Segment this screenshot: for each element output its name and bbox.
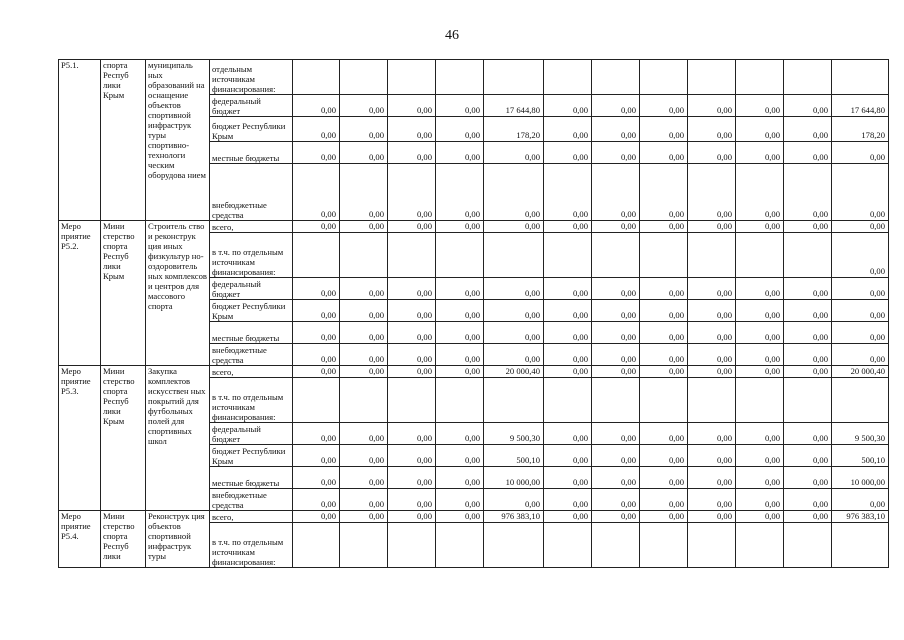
funding-source-cell: в т.ч. по отдельным источникам финансирования:	[210, 523, 293, 568]
funding-source-cell: федеральный бюджет	[210, 95, 293, 117]
amount-cell: 0,00	[388, 344, 436, 366]
amount-cell: 0,00	[293, 423, 340, 445]
amount-cell: 0,00	[388, 423, 436, 445]
amount-cell: 0,00	[832, 322, 889, 344]
amount-cell: 0,00	[340, 489, 388, 511]
amount-cell	[592, 60, 640, 95]
event-code-cell: Р5.1.	[59, 60, 101, 221]
amount-cell	[784, 523, 832, 568]
budget-table	[58, 59, 889, 568]
amount-cell: 0,00	[592, 489, 640, 511]
amount-cell: 0,00	[784, 142, 832, 164]
amount-cell: 0,00	[640, 344, 688, 366]
amount-cell: 0,00	[544, 221, 592, 233]
amount-cell: 0,00	[484, 142, 544, 164]
amount-cell	[484, 378, 544, 423]
amount-cell: 0,00	[388, 300, 436, 322]
amount-cell: 0,00	[484, 221, 544, 233]
amount-cell: 0,00	[784, 445, 832, 467]
amount-cell	[592, 378, 640, 423]
table-row	[59, 221, 889, 233]
amount-cell: 0,00	[640, 221, 688, 233]
amount-cell: 0,00	[544, 489, 592, 511]
amount-cell: 0,00	[688, 164, 736, 221]
amount-cell: 0,00	[592, 445, 640, 467]
amount-cell: 0,00	[736, 278, 784, 300]
amount-cell: 0,00	[436, 278, 484, 300]
amount-cell: 0,00	[640, 142, 688, 164]
amount-cell	[592, 233, 640, 278]
amount-cell	[340, 523, 388, 568]
amount-cell: 0,00	[388, 322, 436, 344]
amount-cell: 0,00	[388, 278, 436, 300]
amount-cell: 178,20	[832, 117, 889, 142]
amount-cell: 0,00	[544, 164, 592, 221]
amount-cell	[293, 233, 340, 278]
amount-cell: 0,00	[688, 344, 736, 366]
amount-cell: 0,00	[784, 344, 832, 366]
event-name-cell: Реконструк ция объектов спортивной инфраструк туры	[146, 511, 210, 568]
amount-cell: 0,00	[293, 445, 340, 467]
executor-cell: Мини стерство спорта Респуб лики Крым	[101, 221, 146, 366]
executor-cell: Мини стерство спорта Респуб лики Крым	[101, 366, 146, 511]
amount-cell: 0,00	[293, 300, 340, 322]
event-name-cell: муниципаль ных образований на оснащение объектов спортивной инфраструк туры спортивно-технологи ческим оборудова нием	[146, 60, 210, 221]
event-name-cell: Строитель ство и реконструк ция иных физкультур но-оздоровитель ных комплексов и центров для массового спорта	[146, 221, 210, 366]
funding-source-cell: местные бюджеты	[210, 322, 293, 344]
amount-cell: 0,00	[436, 117, 484, 142]
amount-cell: 0,00	[832, 221, 889, 233]
amount-cell	[640, 523, 688, 568]
amount-cell: 0,00	[388, 366, 436, 378]
amount-cell: 0,00	[544, 511, 592, 523]
amount-cell	[688, 523, 736, 568]
amount-cell: 0,00	[832, 233, 889, 278]
amount-cell	[784, 378, 832, 423]
amount-cell: 0,00	[293, 95, 340, 117]
amount-cell: 0,00	[784, 423, 832, 445]
amount-cell	[544, 60, 592, 95]
amount-cell: 0,00	[436, 164, 484, 221]
amount-cell	[436, 233, 484, 278]
amount-cell	[293, 523, 340, 568]
amount-cell: 0,00	[340, 322, 388, 344]
amount-cell: 0,00	[736, 423, 784, 445]
amount-cell	[484, 233, 544, 278]
funding-source-cell: отдельным источникам финансирования:	[210, 60, 293, 95]
amount-cell: 976 383,10	[832, 511, 889, 523]
amount-cell	[736, 378, 784, 423]
funding-source-cell: федеральный бюджет	[210, 423, 293, 445]
amount-cell: 0,00	[832, 278, 889, 300]
amount-cell: 0,00	[293, 344, 340, 366]
amount-cell: 0,00	[293, 117, 340, 142]
amount-cell: 0,00	[736, 467, 784, 489]
funding-source-cell: местные бюджеты	[210, 467, 293, 489]
amount-cell: 0,00	[388, 95, 436, 117]
amount-cell	[736, 523, 784, 568]
funding-source-cell: всего,	[210, 511, 293, 523]
table-row	[59, 366, 889, 378]
amount-cell: 0,00	[340, 221, 388, 233]
amount-cell: 0,00	[544, 142, 592, 164]
amount-cell	[388, 378, 436, 423]
amount-cell: 0,00	[784, 511, 832, 523]
amount-cell: 0,00	[688, 467, 736, 489]
amount-cell	[436, 378, 484, 423]
amount-cell: 0,00	[436, 423, 484, 445]
amount-cell: 9 500,30	[832, 423, 889, 445]
amount-cell: 0,00	[436, 322, 484, 344]
amount-cell: 0,00	[436, 445, 484, 467]
amount-cell: 0,00	[736, 117, 784, 142]
amount-cell	[544, 233, 592, 278]
amount-cell: 0,00	[592, 423, 640, 445]
amount-cell	[484, 60, 544, 95]
amount-cell: 0,00	[544, 300, 592, 322]
amount-cell: 0,00	[592, 142, 640, 164]
amount-cell	[688, 378, 736, 423]
amount-cell: 17 644,80	[484, 95, 544, 117]
amount-cell	[688, 60, 736, 95]
funding-source-cell: всего,	[210, 366, 293, 378]
amount-cell	[544, 378, 592, 423]
amount-cell: 0,00	[544, 278, 592, 300]
amount-cell: 0,00	[736, 164, 784, 221]
amount-cell: 0,00	[293, 489, 340, 511]
amount-cell: 0,00	[688, 142, 736, 164]
amount-cell: 0,00	[340, 117, 388, 142]
amount-cell	[832, 60, 889, 95]
amount-cell: 500,10	[832, 445, 889, 467]
funding-source-cell: в т.ч. по отдельным источникам финансирования:	[210, 233, 293, 278]
amount-cell: 0,00	[340, 511, 388, 523]
amount-cell: 0,00	[544, 467, 592, 489]
amount-cell: 0,00	[293, 366, 340, 378]
amount-cell: 0,00	[484, 300, 544, 322]
amount-cell: 0,00	[832, 489, 889, 511]
table-row	[59, 511, 889, 523]
amount-cell: 0,00	[544, 117, 592, 142]
amount-cell: 0,00	[436, 366, 484, 378]
amount-cell: 0,00	[784, 278, 832, 300]
funding-source-cell: внебюджетные средства	[210, 344, 293, 366]
amount-cell: 0,00	[736, 142, 784, 164]
amount-cell: 0,00	[592, 164, 640, 221]
amount-cell: 0,00	[436, 467, 484, 489]
table-row	[59, 60, 889, 95]
amount-cell: 0,00	[688, 300, 736, 322]
amount-cell: 0,00	[592, 467, 640, 489]
amount-cell	[832, 523, 889, 568]
amount-cell: 0,00	[784, 95, 832, 117]
amount-cell: 0,00	[484, 489, 544, 511]
amount-cell: 0,00	[484, 322, 544, 344]
amount-cell: 0,00	[640, 95, 688, 117]
amount-cell: 0,00	[832, 142, 889, 164]
amount-cell: 0,00	[688, 511, 736, 523]
funding-source-cell: внебюджетные средства	[210, 489, 293, 511]
amount-cell	[592, 523, 640, 568]
amount-cell: 0,00	[640, 164, 688, 221]
amount-cell	[784, 233, 832, 278]
amount-cell: 20 000,40	[484, 366, 544, 378]
amount-cell	[340, 233, 388, 278]
amount-cell: 0,00	[436, 344, 484, 366]
amount-cell: 0,00	[784, 467, 832, 489]
amount-cell	[640, 60, 688, 95]
amount-cell: 0,00	[544, 366, 592, 378]
amount-cell: 0,00	[736, 511, 784, 523]
amount-cell	[293, 378, 340, 423]
amount-cell: 0,00	[436, 142, 484, 164]
amount-cell: 0,00	[484, 278, 544, 300]
executor-cell: Мини стерство спорта Респуб лики	[101, 511, 146, 568]
amount-cell: 0,00	[640, 511, 688, 523]
amount-cell	[388, 60, 436, 95]
budget-table-sheet	[58, 59, 889, 568]
amount-cell: 0,00	[688, 221, 736, 233]
amount-cell: 0,00	[293, 322, 340, 344]
amount-cell	[544, 523, 592, 568]
event-code-cell: Меро приятие Р5.4.	[59, 511, 101, 568]
amount-cell: 0,00	[784, 300, 832, 322]
amount-cell	[388, 523, 436, 568]
amount-cell: 0,00	[340, 366, 388, 378]
amount-cell	[640, 378, 688, 423]
funding-source-cell: бюджет Республики Крым	[210, 300, 293, 322]
amount-cell: 0,00	[784, 489, 832, 511]
amount-cell	[340, 60, 388, 95]
funding-source-cell: в т.ч. по отдельным источникам финансирования:	[210, 378, 293, 423]
amount-cell: 500,10	[484, 445, 544, 467]
amount-cell	[484, 523, 544, 568]
amount-cell: 0,00	[592, 511, 640, 523]
event-name-cell: Закупка комплектов искусствен ных покрытий для футбольных полей для спортивных школ	[146, 366, 210, 511]
amount-cell: 0,00	[340, 300, 388, 322]
amount-cell: 0,00	[640, 467, 688, 489]
amount-cell: 0,00	[592, 95, 640, 117]
amount-cell: 0,00	[592, 366, 640, 378]
amount-cell: 0,00	[784, 322, 832, 344]
funding-source-cell: местные бюджеты	[210, 142, 293, 164]
amount-cell	[832, 378, 889, 423]
amount-cell: 0,00	[340, 423, 388, 445]
amount-cell: 0,00	[640, 300, 688, 322]
amount-cell: 0,00	[736, 445, 784, 467]
amount-cell: 0,00	[544, 344, 592, 366]
amount-cell	[640, 233, 688, 278]
amount-cell: 0,00	[736, 489, 784, 511]
amount-cell: 976 383,10	[484, 511, 544, 523]
executor-cell: спорта Респуб лики Крым	[101, 60, 146, 221]
amount-cell: 0,00	[832, 164, 889, 221]
amount-cell	[340, 378, 388, 423]
amount-cell: 0,00	[484, 164, 544, 221]
amount-cell: 0,00	[688, 278, 736, 300]
amount-cell: 0,00	[736, 221, 784, 233]
amount-cell: 0,00	[293, 467, 340, 489]
table-body	[59, 60, 889, 568]
amount-cell: 0,00	[592, 322, 640, 344]
amount-cell: 0,00	[388, 489, 436, 511]
funding-source-cell: бюджет Республики Крым	[210, 117, 293, 142]
amount-cell: 0,00	[640, 423, 688, 445]
amount-cell: 0,00	[640, 322, 688, 344]
amount-cell: 0,00	[293, 511, 340, 523]
amount-cell: 0,00	[436, 489, 484, 511]
amount-cell: 0,00	[293, 164, 340, 221]
amount-cell: 0,00	[340, 95, 388, 117]
amount-cell: 0,00	[688, 445, 736, 467]
amount-cell	[784, 60, 832, 95]
amount-cell: 0,00	[340, 278, 388, 300]
amount-cell: 0,00	[784, 164, 832, 221]
amount-cell: 0,00	[340, 467, 388, 489]
amount-cell: 0,00	[388, 467, 436, 489]
funding-source-cell: федеральный бюджет	[210, 278, 293, 300]
amount-cell: 0,00	[784, 221, 832, 233]
amount-cell: 0,00	[736, 322, 784, 344]
amount-cell: 17 644,80	[832, 95, 889, 117]
amount-cell: 0,00	[436, 221, 484, 233]
amount-cell: 0,00	[832, 344, 889, 366]
amount-cell: 0,00	[544, 423, 592, 445]
amount-cell: 0,00	[736, 300, 784, 322]
amount-cell: 0,00	[592, 300, 640, 322]
amount-cell: 0,00	[484, 344, 544, 366]
amount-cell: 0,00	[436, 300, 484, 322]
amount-cell: 0,00	[293, 142, 340, 164]
amount-cell: 0,00	[293, 221, 340, 233]
amount-cell: 0,00	[640, 366, 688, 378]
amount-cell: 0,00	[388, 445, 436, 467]
page-number: 46	[445, 28, 459, 43]
amount-cell: 0,00	[640, 445, 688, 467]
amount-cell: 0,00	[340, 344, 388, 366]
amount-cell: 0,00	[688, 117, 736, 142]
funding-source-cell: бюджет Республики Крым	[210, 445, 293, 467]
amount-cell: 0,00	[544, 445, 592, 467]
amount-cell: 0,00	[688, 95, 736, 117]
amount-cell: 0,00	[388, 142, 436, 164]
amount-cell: 0,00	[592, 117, 640, 142]
funding-source-cell: всего,	[210, 221, 293, 233]
amount-cell: 0,00	[340, 164, 388, 221]
amount-cell: 0,00	[640, 278, 688, 300]
amount-cell: 0,00	[592, 344, 640, 366]
funding-source-cell: внебюджетные средства	[210, 164, 293, 221]
amount-cell: 0,00	[544, 95, 592, 117]
amount-cell: 0,00	[340, 445, 388, 467]
amount-cell: 0,00	[436, 511, 484, 523]
amount-cell: 10 000,00	[484, 467, 544, 489]
amount-cell: 0,00	[688, 366, 736, 378]
event-code-cell: Меро приятие Р5.3.	[59, 366, 101, 511]
amount-cell: 9 500,30	[484, 423, 544, 445]
amount-cell	[293, 60, 340, 95]
amount-cell	[688, 233, 736, 278]
amount-cell: 0,00	[340, 142, 388, 164]
amount-cell: 10 000,00	[832, 467, 889, 489]
amount-cell: 20 000,40	[832, 366, 889, 378]
amount-cell: 0,00	[544, 322, 592, 344]
amount-cell	[436, 60, 484, 95]
amount-cell: 0,00	[736, 344, 784, 366]
amount-cell: 0,00	[640, 489, 688, 511]
amount-cell: 0,00	[436, 95, 484, 117]
event-code-cell: Меро приятие Р5.2.	[59, 221, 101, 366]
amount-cell: 178,20	[484, 117, 544, 142]
amount-cell	[736, 233, 784, 278]
amount-cell: 0,00	[293, 278, 340, 300]
amount-cell: 0,00	[832, 300, 889, 322]
amount-cell	[736, 60, 784, 95]
amount-cell	[388, 233, 436, 278]
amount-cell: 0,00	[592, 278, 640, 300]
amount-cell: 0,00	[388, 221, 436, 233]
amount-cell: 0,00	[688, 322, 736, 344]
amount-cell: 0,00	[688, 423, 736, 445]
amount-cell: 0,00	[592, 221, 640, 233]
amount-cell: 0,00	[640, 117, 688, 142]
amount-cell: 0,00	[388, 164, 436, 221]
amount-cell: 0,00	[736, 366, 784, 378]
amount-cell	[436, 523, 484, 568]
amount-cell: 0,00	[784, 366, 832, 378]
amount-cell: 0,00	[784, 117, 832, 142]
amount-cell: 0,00	[388, 117, 436, 142]
amount-cell: 0,00	[388, 511, 436, 523]
amount-cell: 0,00	[736, 95, 784, 117]
amount-cell: 0,00	[688, 489, 736, 511]
